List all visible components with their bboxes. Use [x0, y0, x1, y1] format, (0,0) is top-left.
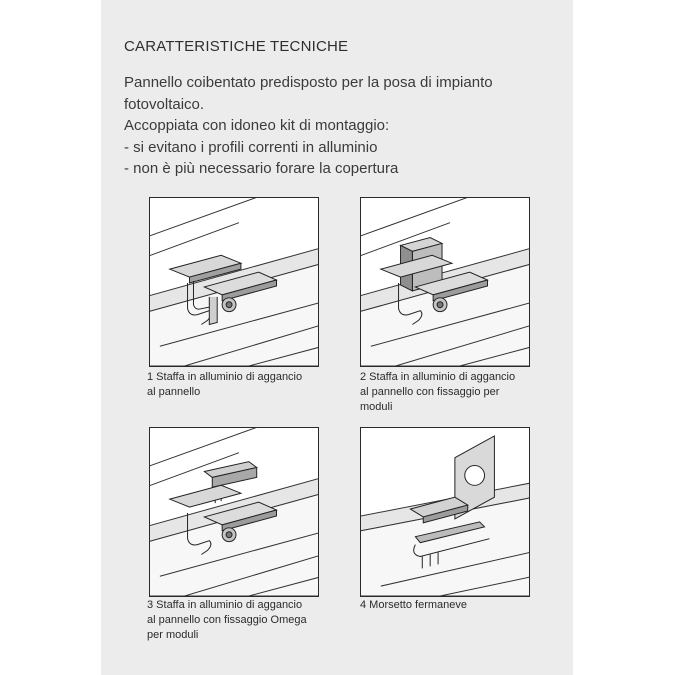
intro-line: - non è più necessario forare la copertura	[124, 160, 399, 178]
figure-1-bracket-illustration	[149, 197, 319, 367]
section-title: CARATTERISTICHE TECNICHE	[124, 38, 349, 55]
figure-1-caption	[147, 370, 337, 400]
caption-line: 2 Staffa in alluminio di aggancio	[360, 371, 516, 383]
figure-4-snow-stop-clamp-illustration	[360, 427, 530, 597]
intro-line: - si evitano i profili correnti in alluminio	[124, 138, 378, 156]
figure-4-caption	[360, 598, 550, 613]
caption-line: 3 Staffa in alluminio di aggancio	[147, 599, 303, 611]
caption-line: 4 Morsetto fermaneve	[360, 599, 467, 611]
figure-2-caption	[360, 370, 550, 415]
bracket-drawing	[150, 198, 318, 366]
caption-line: 1 Staffa in alluminio di aggancio	[147, 371, 303, 383]
intro-line: Pannello coibentato predisposto per la posa di impianto	[124, 74, 493, 91]
intro-line: Accoppiata con idoneo kit di montaggio:	[124, 117, 390, 135]
figure-2-bracket-module-illustration	[360, 197, 530, 367]
figure-3-caption	[147, 598, 337, 643]
caption-line: per moduli	[147, 629, 199, 641]
figure-3-omega-bracket-illustration	[149, 427, 319, 597]
caption-line: moduli	[360, 401, 393, 413]
intro-line: fotovoltaico.	[124, 95, 205, 113]
caption-line: al pannello con fissaggio per	[360, 386, 500, 398]
caption-line: al pannello	[147, 386, 201, 398]
caption-line: al pannello con fissaggio Omega	[147, 614, 307, 626]
bracket-module-drawing	[361, 198, 529, 366]
omega-bracket-drawing	[150, 428, 318, 596]
snow-stop-clamp-drawing	[361, 428, 529, 596]
intro-paragraph	[124, 72, 554, 180]
